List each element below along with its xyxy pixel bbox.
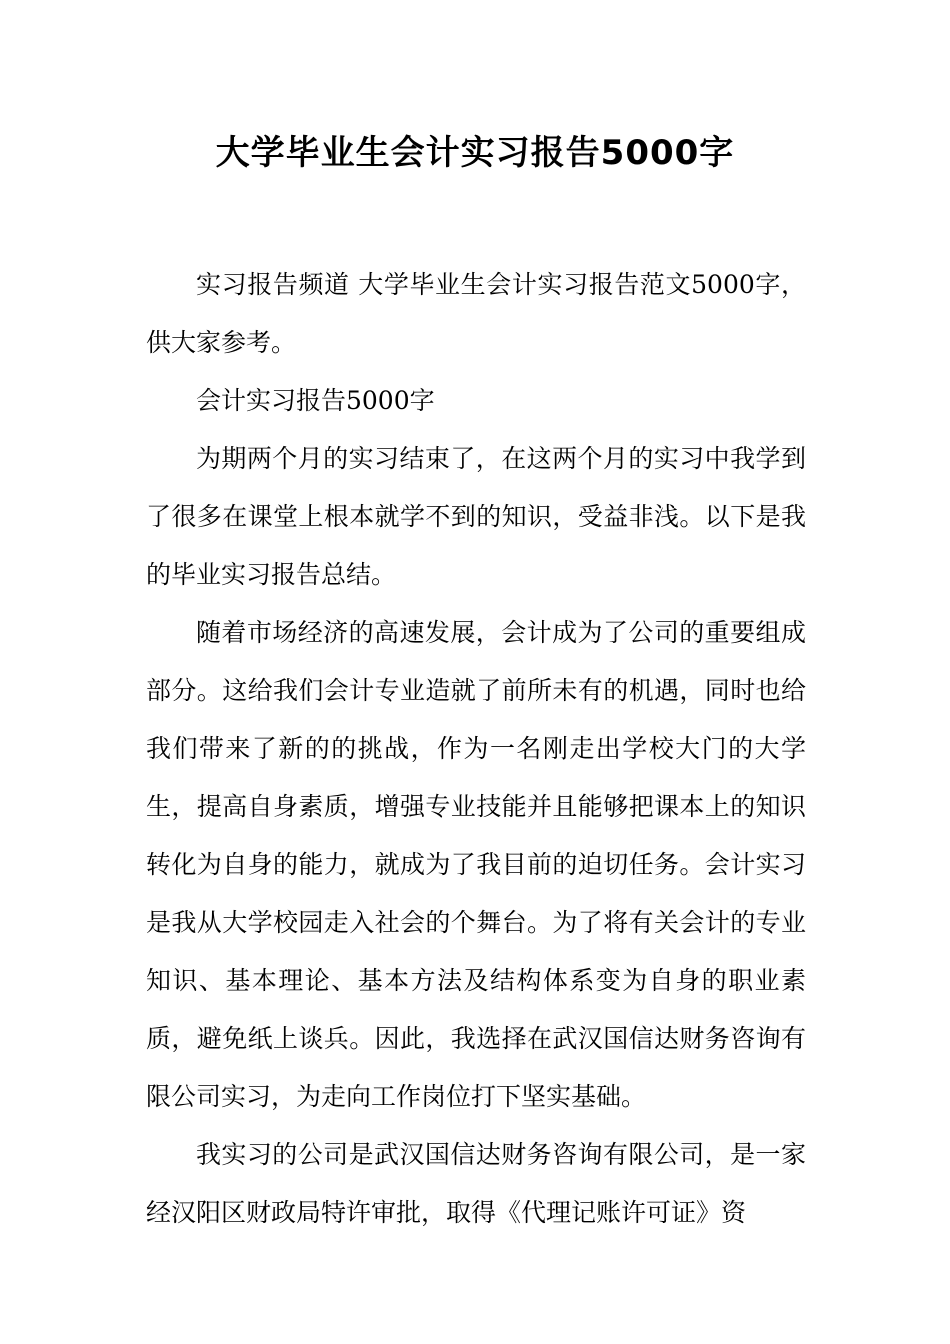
document-body (146, 256, 806, 1242)
paragraph-subheading: 会计实习报告5000字 (196, 386, 435, 415)
document-title: 大学毕业生会计实习报告5000字 (215, 133, 735, 173)
paragraph-summary: 为期两个月的实习结束了，在这两个月的实习中我学到了很多在课堂上根本就学不到的知识，受益非浅。以下是我的毕业实习报告总结。 (146, 444, 806, 589)
paragraph-company: 我实习的公司是武汉国信达财务咨询有限公司，是一家经汉阳区财政局特许审批，取得《代理记账许可证》资 (146, 1140, 806, 1227)
paragraph-intro: 实习报告频道 大学毕业生会计实习报告范文5000字，供大家参考。 (146, 270, 806, 357)
paragraph-background: 随着市场经济的高速发展，会计成为了公司的重要组成部分。这给我们会计专业造就了前所未有的机遇，同时也给我们带来了新的的挑战，作为一名刚走出学校大门的大学生，提高自身素质，增强专业技能并且能够把课本上的知识转化为自身的能力，就成为了我目前的迫切任务。会计实习是我从大学校园走入社会的个舞台。为了将有关会计的专业知识、基本理论、基本方法及结构体系变为自身的职业素质，避免纸上谈兵。因此，我选择在武汉国信达财务咨询有限公司实习，为走向工作岗位打下坚实基础。 (146, 618, 806, 1111)
